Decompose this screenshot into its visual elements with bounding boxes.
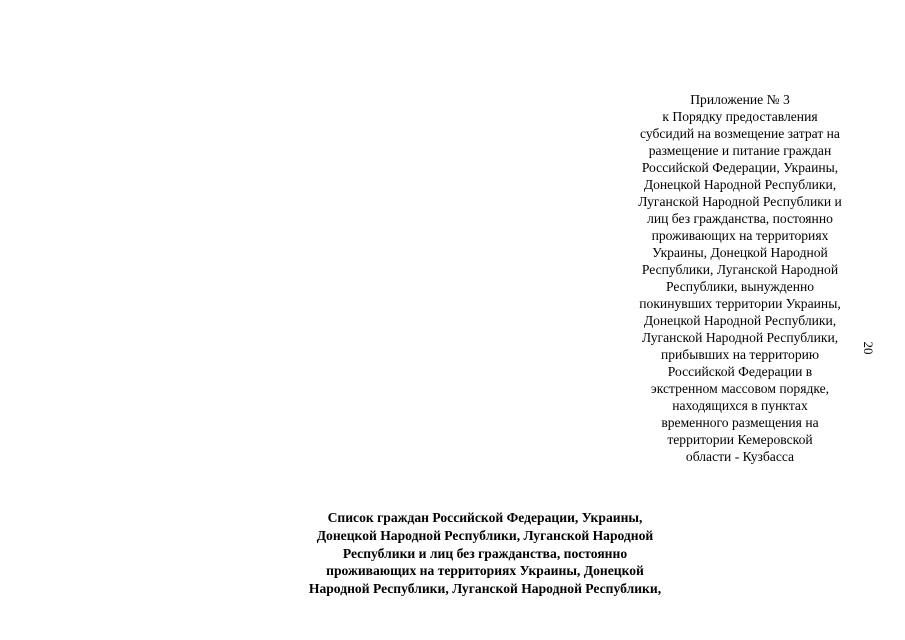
- appendix-line: проживающих на территориях: [651, 228, 829, 243]
- appendix-line: находящихся в пунктах: [672, 398, 808, 413]
- appendix-line: размещение и питание граждан: [648, 143, 832, 158]
- appendix-line: Российской Федерации в: [667, 364, 813, 379]
- appendix-line: прибывших на территорию: [660, 347, 820, 362]
- list-title-line: Народной Республики, Луганской Народной Республики,: [308, 581, 662, 597]
- appendix-line: Донецкой Народной Республики,: [643, 313, 837, 328]
- appendix-line: экстренном массовом порядке,: [650, 381, 830, 396]
- appendix-line: Луганской Народной Республики,: [641, 330, 839, 345]
- list-title-line: Донецкой Народной Республики, Луганской Народной: [316, 527, 654, 543]
- appendix-line: Республики, вынужденно: [665, 279, 815, 294]
- appendix-line: Приложение № 3: [690, 92, 790, 107]
- page-number: 20: [861, 341, 876, 355]
- appendix-line: Российской Федерации, Украины,: [641, 160, 839, 175]
- list-title-line: проживающих на территориях Украины, Донецкой: [326, 563, 644, 579]
- appendix-line: субсидий на возмещение затрат на: [640, 126, 840, 141]
- list-title: [270, 509, 700, 598]
- appendix-line: территории Кемеровской: [667, 432, 813, 447]
- appendix-line: Украины, Донецкой Народной: [652, 245, 828, 260]
- appendix-line: Республики, Луганской Народной: [641, 262, 839, 277]
- list-title-line: Республики и лиц без гражданства, постоянно: [342, 545, 628, 561]
- appendix-line: области - Кузбасса: [685, 449, 795, 464]
- appendix-line: покинувших территории Украины,: [639, 296, 841, 311]
- appendix-header: [608, 91, 872, 465]
- appendix-line: Луганской Народной Республики и: [638, 194, 842, 209]
- list-title-line: Список граждан Российской Федерации, Украины,: [327, 510, 643, 525]
- appendix-line: Донецкой Народной Республики,: [643, 177, 837, 192]
- appendix-line: лиц без гражданства, постоянно: [647, 211, 833, 226]
- appendix-line: к Порядку предоставления: [662, 109, 818, 124]
- appendix-line: временного размещения на: [661, 415, 819, 430]
